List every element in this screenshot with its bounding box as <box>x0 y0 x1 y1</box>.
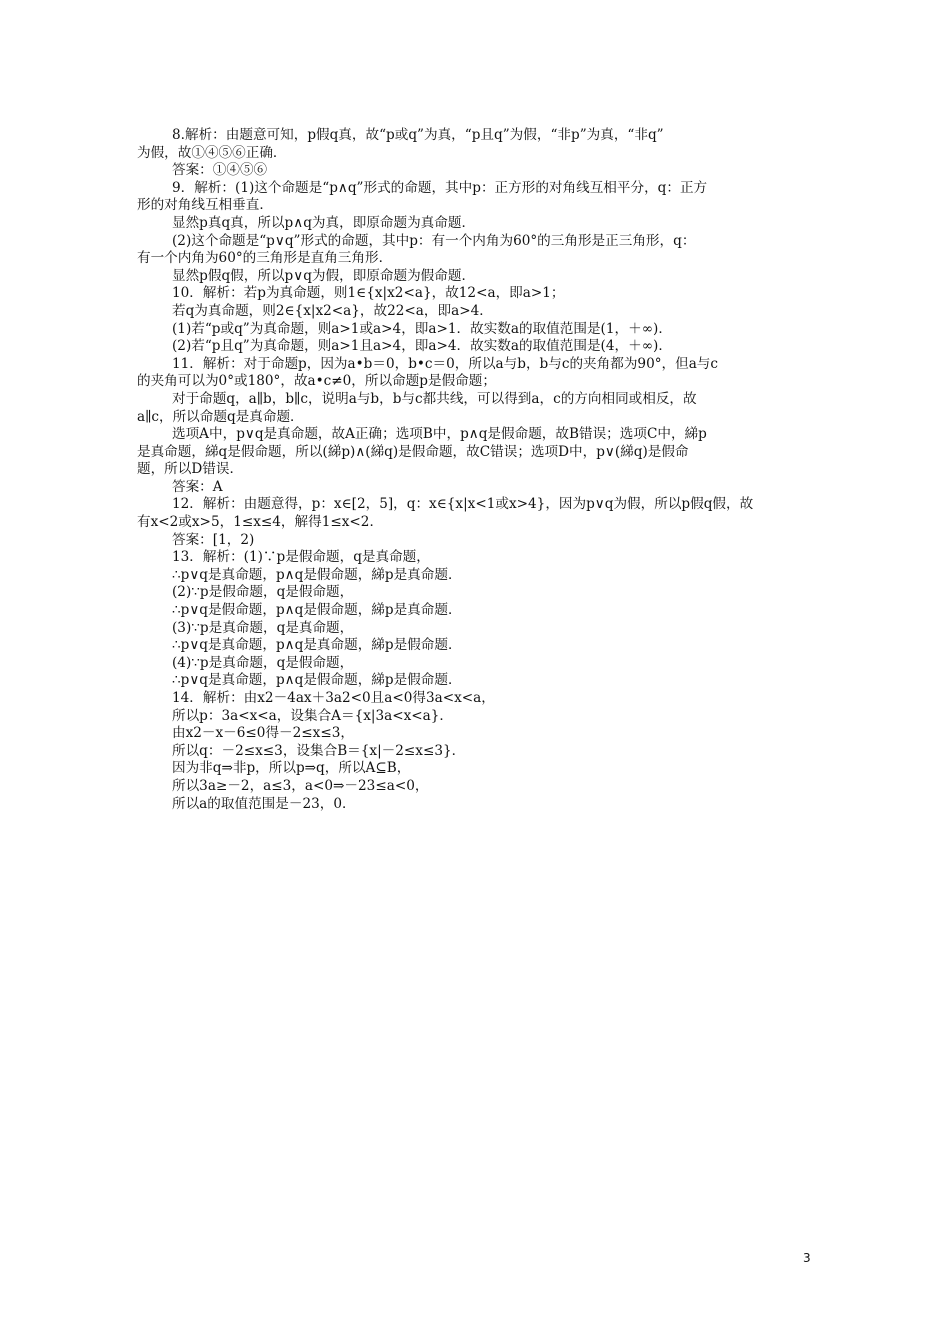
text-line: (1)若“p或q”为真命题，则a>1或a>4，即a>1．故实数a的取值范围是(1，＋∞)． <box>172 320 672 337</box>
text-line: 所以q：－2≤x≤3，设集合B＝{x|－2≤x≤3}． <box>172 742 466 759</box>
document-body <box>137 127 817 813</box>
text-line: (3)∵p是真命题，q是真命题， <box>172 619 354 636</box>
text-line: a∥c，所以命题q是真命题． <box>137 408 304 425</box>
text-line: (2)∵p是假命题，q是假命题， <box>172 584 354 601</box>
text-line: 12．解析：由题意得，p：x∈[2，5]，q：x∈{x|x<1或x>4}，因为p∨q为假，所以p假q假，故 <box>172 496 754 513</box>
text-line: ∴p∨q是真命题，p∧q是假命题，綈p是真命题． <box>172 566 462 583</box>
text-line: 14．解析：由x2－4ax＋3a2<0且a<0得3a<x<a， <box>172 690 495 706</box>
text-line: 答案：[1，2) <box>172 531 255 548</box>
text-line: 所以a的取值范围是－23，0． <box>172 795 356 812</box>
text-line: (4)∵p是真命题，q是假命题， <box>172 654 354 671</box>
text-line: 形的对角线互相垂直． <box>137 197 273 214</box>
text-line: 对于命题q，a∥b，b∥c，说明a与b，b与c都共线，可以得到a，c的方向相同或相反，故 <box>172 390 697 407</box>
text-line: ∴p∨q是真命题，p∧q是假命题，綈p是假命题． <box>172 672 462 689</box>
text-line: (2)这个命题是“p∨q”形式的命题，其中p：有一个内角为60°的三角形是正三角形，q： <box>172 232 696 249</box>
text-line: 有x<2或x>5，1≤x≤4，解得1≤x<2． <box>137 514 384 531</box>
text-line: 答案：A <box>172 478 223 495</box>
text-line: 8.解析：由题意可知，p假q真，故“p或q”为真，“p且q”为假，“非p”为真，“非q” <box>172 127 664 143</box>
text-line: 是真命题，綈q是假命题，所以(綈p)∧(綈q)是假命题，故C错误；选项D中，p∨(綈q)是假命 <box>137 443 689 460</box>
text-line: 10．解析：若p为真命题，则1∈{x|x2<a}，故12<a，即a>1； <box>172 285 565 302</box>
text-line: 为假，故①④⑤⑥正确． <box>137 144 287 161</box>
text-line: 选项A中，p∨q是真命题，故A正确；选项B中，p∧q是假命题，故B错误；选项C中，綈p <box>172 426 707 443</box>
text-line: 因为非q⇒非p，所以p⇒q，所以A⊆B， <box>172 760 411 777</box>
text-line: (2)若“p且q”为真命题，则a>1且a>4，即a>4．故实数a的取值范围是(4，＋∞)． <box>172 338 672 355</box>
text-line: 13．解析：(1)∵p是假命题，q是真命题， <box>172 549 430 566</box>
text-line: 若q为真命题，则2∈{x|x2<a}，故22<a，即a>4． <box>172 302 493 319</box>
text-line: 由x2－x－6≤0得－2≤x≤3， <box>172 725 354 742</box>
text-line: ∴p∨q是假命题，p∧q是假命题，綈p是真命题． <box>172 602 462 619</box>
text-line: 显然p真q真，所以p∧q为真，即原命题为真命题． <box>172 214 476 231</box>
text-line: 答案：①④⑤⑥ <box>172 162 268 179</box>
text-line: 题，所以D错误． <box>137 461 244 478</box>
text-line: 9．解析：(1)这个命题是“p∧q”形式的命题，其中p：正方形的对角线互相平分，q：正方 <box>172 179 708 196</box>
text-line: ∴p∨q是真命题，p∧q是真命题，綈p是假命题． <box>172 637 462 654</box>
text-line: 所以3a≥－2，a≤3，a<0⇒－23≤a<0， <box>172 777 429 794</box>
text-line: 11．解析：对于命题p，因为a•b＝0，b•c＝0，所以a与b，b与c的夹角都为90°，但a与c <box>172 355 719 372</box>
text-line: 有一个内角为60°的三角形是直角三角形． <box>137 250 393 267</box>
text-line: 显然p假q假，所以p∨q为假，即原命题为假命题． <box>172 267 476 284</box>
text-line: 的夹角可以为0°或180°，故a•c≠0，所以命题p是假命题； <box>137 373 496 390</box>
page-number: 3 <box>803 1251 811 1265</box>
text-line: 所以p：3a<x<a，设集合A＝{x|3a<x<a}． <box>172 707 454 724</box>
